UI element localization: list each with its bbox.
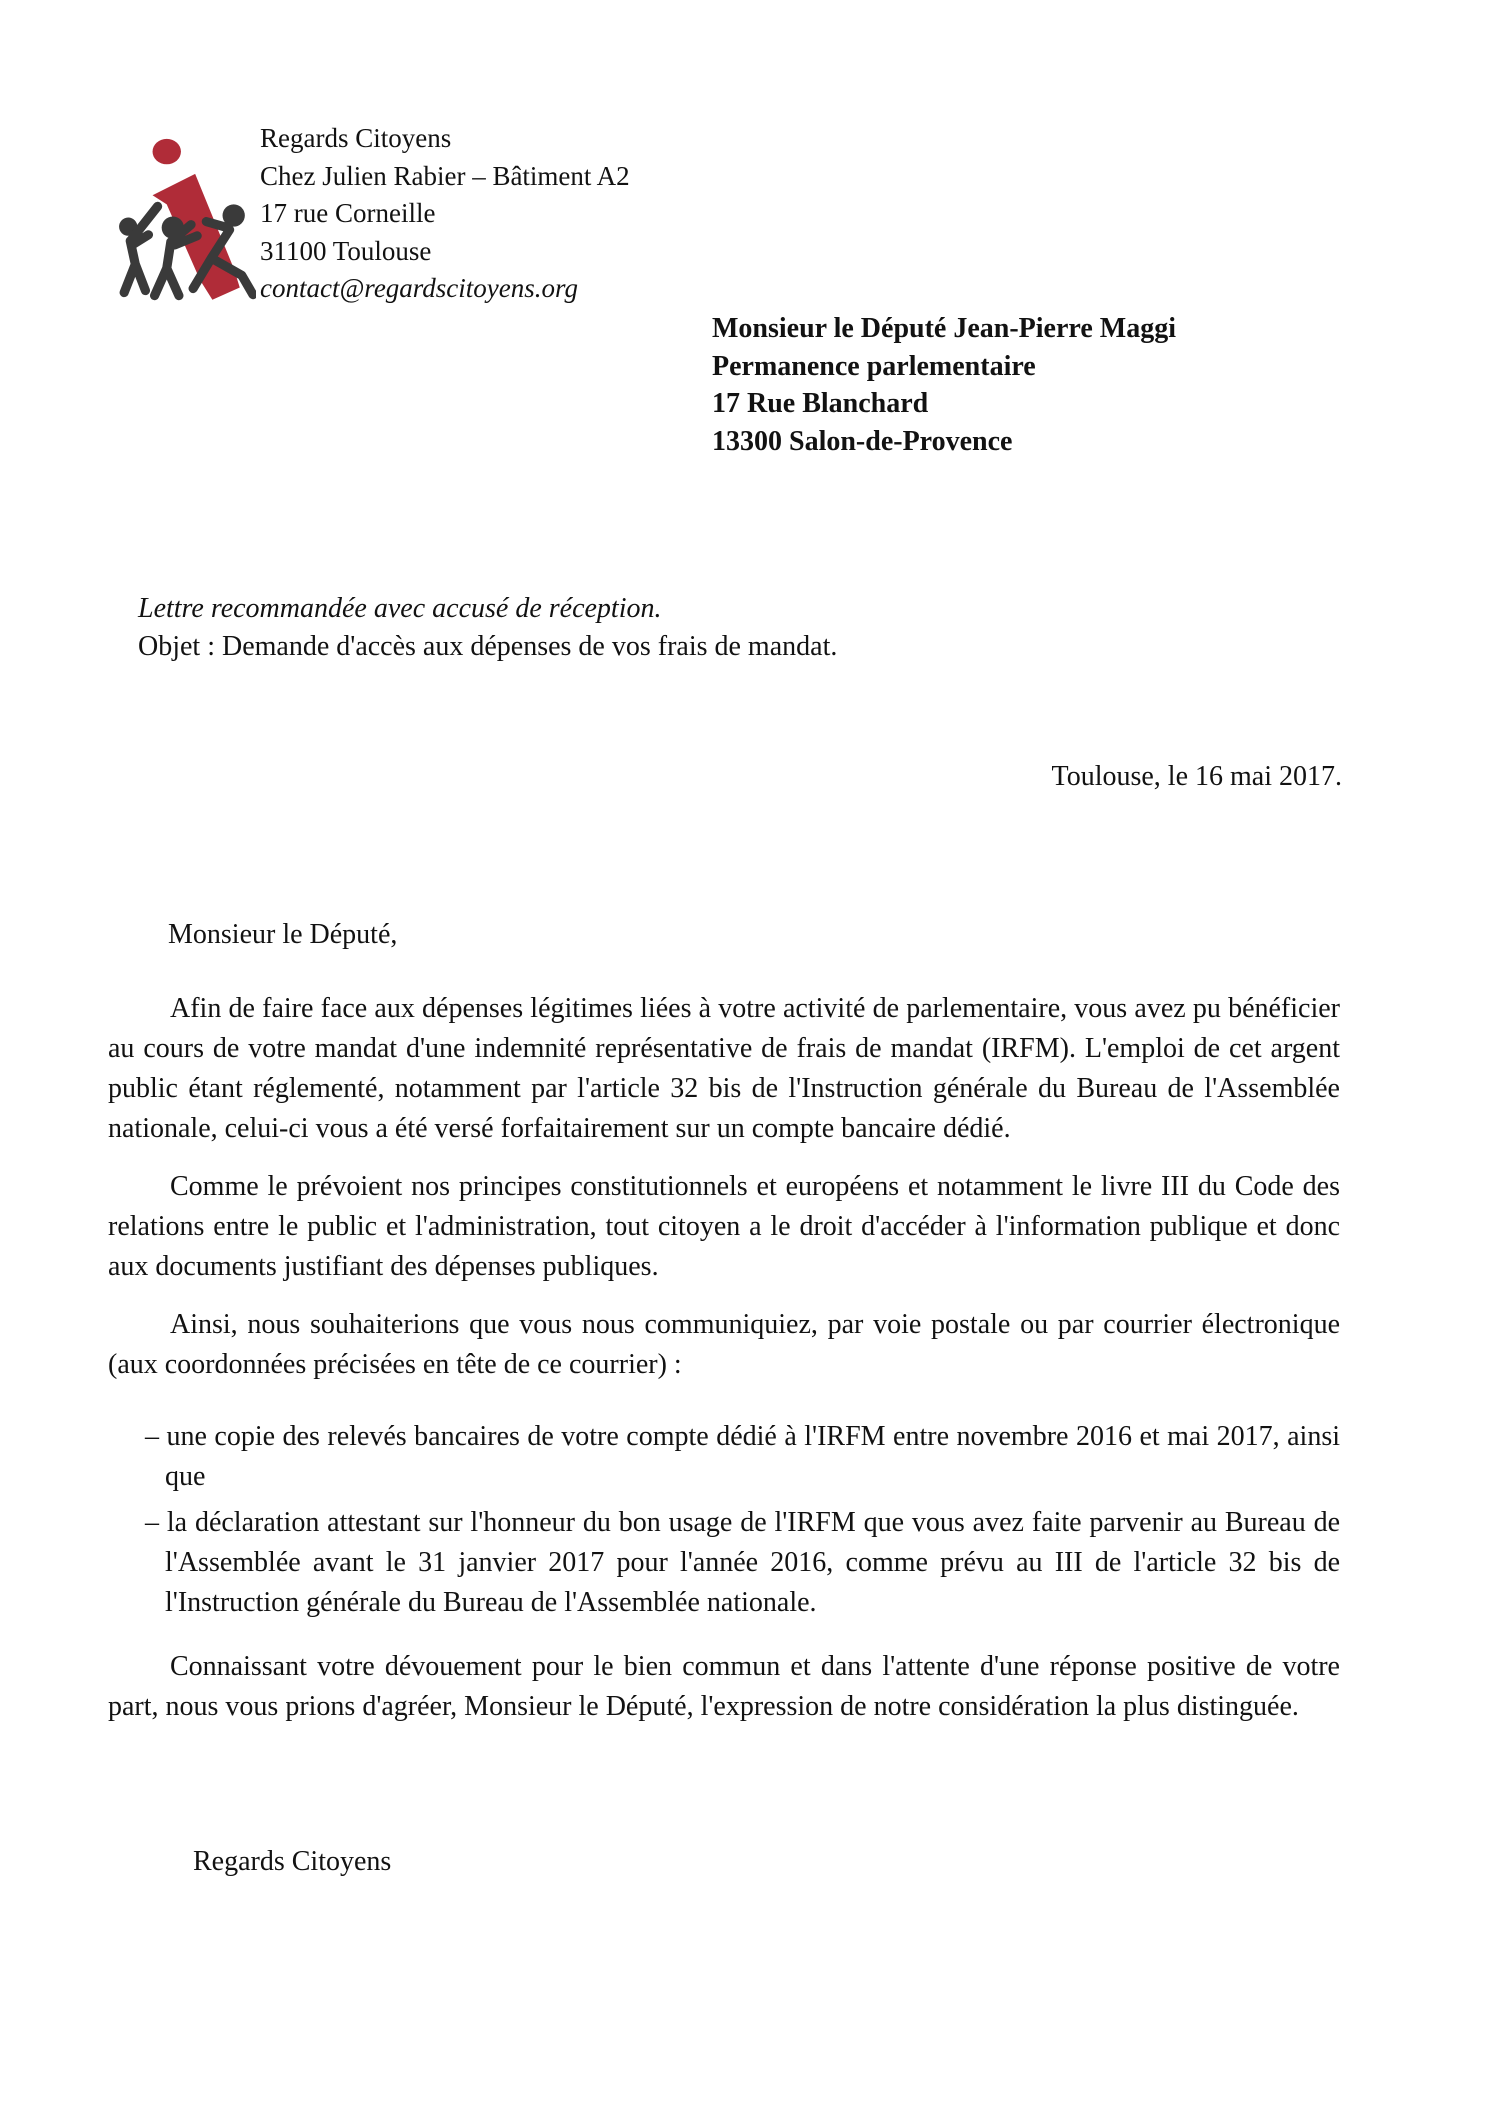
- dateline: Toulouse, le 16 mai 2017.: [1051, 761, 1342, 792]
- regards-citoyens-logo-icon: [114, 126, 256, 304]
- recipient-name: Monsieur le Député Jean-Pierre Maggi: [712, 313, 1176, 344]
- body-paragraph-2: Comme le prévoient nos principes constitutionnels et européens et notamment le livre III du Code des relations entre le public et l'administration, tout citoyen a le droit d'accéder à l'information publique et donc aux documents justifiant des dépenses publiques.: [108, 1171, 1340, 1282]
- list-item-dash: –: [145, 1507, 167, 1538]
- recipient-line3: 17 Rue Blanchard: [712, 388, 929, 419]
- letter-meta-block: [138, 590, 837, 666]
- letter-body: [108, 915, 1340, 1882]
- sender-address-line3: 31100 Toulouse: [260, 235, 432, 266]
- list-item: [145, 1417, 1340, 1497]
- body-paragraph-3: Ainsi, nous souhaiterions que vous nous communiquiez, par voie postale ou par courrier électronique (aux coordonnées précisées en tête de ce courrier) :: [108, 1309, 1340, 1380]
- sender-email: contact@regardscitoyens.org: [260, 273, 579, 303]
- requested-documents-list: [145, 1417, 1340, 1623]
- sender-name: Regards Citoyens: [260, 123, 452, 153]
- registered-mail-notice: Lettre recommandée avec accusé de réception.: [138, 593, 662, 624]
- body-paragraph-1: Afin de faire face aux dépenses légitimes liées à votre activité de parlementaire, vous avez pu bénéficier au cours de votre mandat d'une indemnité représentative de frais de mandat (IRFM). L'emploi de cet argent public étant réglementé, notamment par l'article 32 bis de l'Instruction générale du Bureau de l'Assemblée nationale, celui-ci vous a été versé forfaitairement sur un compte bancaire dédié.: [108, 993, 1340, 1144]
- salutation: Monsieur le Député,: [168, 919, 398, 950]
- recipient-address-block: [712, 310, 1176, 460]
- logo-i-dot: [153, 139, 181, 164]
- recipient-line4: 13300 Salon-de-Provence: [712, 425, 1013, 457]
- sender-address-block: [260, 120, 630, 308]
- list-item: [145, 1503, 1340, 1623]
- list-item-text: une copie des relevés bancaires de votre compte dédié à l'IRFM entre novembre 2016 et mai 2017, ainsi que: [165, 1421, 1341, 1492]
- list-item-dash: –: [145, 1421, 167, 1452]
- sender-address-line2: 17 rue Corneille: [260, 198, 436, 228]
- closing-paragraph: Connaissant votre dévouement pour le bien commun et dans l'attente d'une réponse positive de votre part, nous vous prions d'agréer, Monsieur le Député, l'expression de notre considération la plus distinguée.: [108, 1651, 1340, 1722]
- subject-line: Objet : Demande d'accès aux dépenses de vos frais de mandat.: [138, 631, 838, 662]
- signature: Regards Citoyens: [193, 1846, 392, 1877]
- list-item-text: la déclaration attestant sur l'honneur du bon usage de l'IRFM que vous avez faite parvenir au Bureau de l'Assemblée avant le 31 janvier 2017 pour l'année 2016, comme prévu au III de l'article 32 bis de l'Instruction générale du Bureau de l'Assemblée nationale.: [165, 1507, 1341, 1618]
- sender-address-line1: Chez Julien Rabier – Bâtiment A2: [260, 160, 630, 191]
- recipient-line2: Permanence parlementaire: [712, 350, 1036, 382]
